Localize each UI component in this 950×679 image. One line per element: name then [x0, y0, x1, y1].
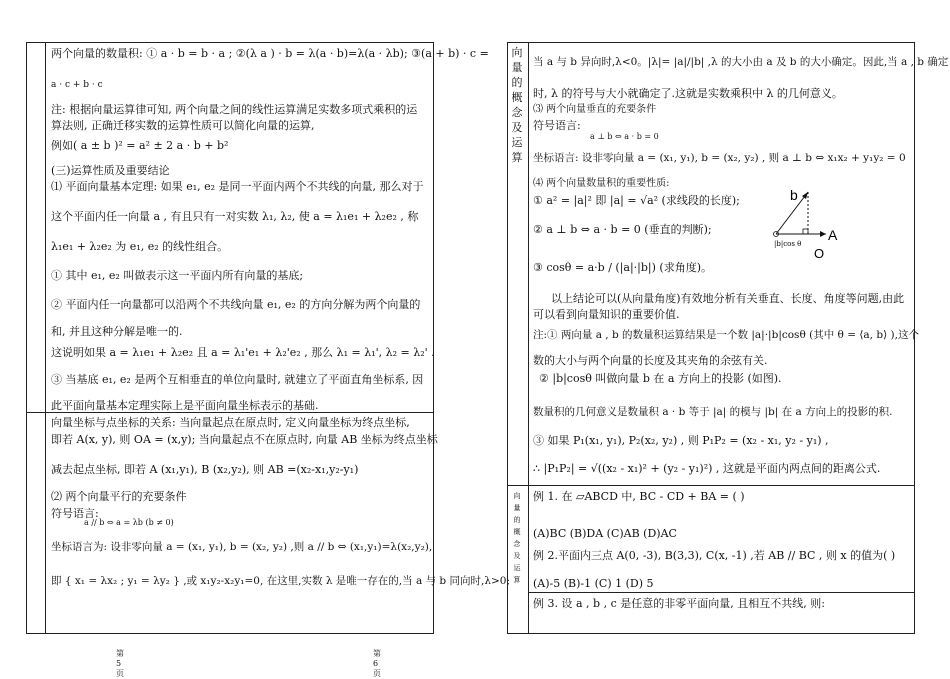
- side-char: 概: [511, 91, 523, 104]
- example-side-char: 算: [513, 576, 521, 584]
- left-line-21: a // b ⇔ a = λb (b ≠ 0): [84, 518, 174, 527]
- example-side-char: 向: [513, 492, 521, 500]
- right-line-11: 以上结论可以(从向量角度)有效地分析有关垂直、长度、角度等问题,由此: [551, 292, 905, 305]
- right-line-3: ⑶ 两个向量垂直的充要条件: [533, 104, 657, 115]
- left-line-15: 此平面向量基本定理实际上是平面向量坐标表示的基础.: [51, 399, 319, 412]
- right-line-12: 可以看到向量知识的重要价值.: [533, 308, 680, 321]
- side-char: 量: [511, 61, 523, 74]
- example-divider: [528, 592, 915, 593]
- left-line-20: 符号语言:: [51, 507, 99, 520]
- example-1: 例 1. 在 ▱ABCD 中, BC - CD + BA = ( ): [533, 490, 745, 503]
- left-line-4: 算法则, 正确迁移实数的运算性质可以简化向量的运算,: [51, 119, 315, 132]
- left-page-number: 第5页: [116, 649, 124, 678]
- example-side-char: 量: [513, 504, 521, 512]
- left-line-19: ⑵ 两个向量平行的充要条件: [51, 490, 187, 503]
- left-line-5: 例如( a ± b )² = a² ± 2 a · b + b²: [51, 139, 229, 152]
- side-char: 算: [511, 151, 523, 164]
- left-line-11: ② 平面内任一向量都可以沿两个不共线向量 e₁, e₂ 的方向分解为两个向量的: [51, 298, 421, 311]
- right-page-divider: [528, 42, 529, 634]
- right-line-9: ② a ⊥ b ⇔ a · b = 0 (垂直的判断);: [533, 223, 712, 236]
- vector-a-arrowhead: [820, 231, 826, 237]
- label-projection: |b|cos θ: [774, 240, 802, 248]
- left-line-9: λ₁e₁ + λ₂e₂ 为 e₁, e₂ 的线性组合。: [51, 240, 229, 253]
- example-side-char: 念: [513, 540, 521, 548]
- left-line-22: 坐标语言为: 设非零向量 a = (x₁, y₁), b = (x₂, y₂) ,则 a // b ⇔ (x₁,y₁)=λ(x₂,y₂),: [51, 541, 433, 553]
- right-line-8: ① a² = |a|² 即 |a| = √a² (求线段的长度);: [533, 194, 740, 207]
- right-page-number: 第6页: [373, 649, 381, 678]
- right-angle-marker: [803, 229, 808, 234]
- right-line-13: 注:① 两向量 a , b 的数量积运算结果是一个数 |a|·|b|cosθ (其中 θ = ⟨a, b⟩ ),这个: [533, 329, 919, 341]
- example-1-options: (A)BC (B)DA (C)AB (D)AC: [533, 527, 677, 540]
- left-line-1: 两个向量的数量积: ① a · b = b · a ; ②(λ a ) · b = λ(a · b)=λ(a · λb); ③(a + b) · c =: [51, 47, 489, 60]
- left-line-6: (三)运算性质及重要结论: [51, 164, 170, 177]
- example-side-char: 运: [513, 564, 521, 572]
- side-char: 念: [511, 106, 523, 119]
- side-char: 及: [511, 121, 523, 134]
- label-o: O: [814, 246, 825, 260]
- example-2-options: (A)-5 (B)-1 (C) 1 (D) 5: [533, 577, 654, 590]
- right-line-10: ③ cosθ = a·b / (|a|·|b|) (求角度)。: [533, 261, 712, 274]
- side-char: 的: [511, 76, 523, 89]
- left-line-16: 向量坐标与点坐标的关系: 当向量起点在原点时, 定义向量坐标为终点坐标,: [51, 416, 410, 429]
- right-line-4: 符号语言:: [533, 119, 581, 132]
- right-line-16: 数量积的几何意义是数量积 a · b 等于 |a| 的模与 |b| 在 a 方向上的投影的积.: [533, 406, 893, 418]
- left-line-18: 减去起点坐标, 即若 A (x₁,y₁), B (x₂,y₂), 则 AB =(x₂-x₁,y₂-y₁): [51, 463, 359, 476]
- example-side-char: 概: [513, 528, 521, 536]
- example-2: 例 2.平面内三点 A(0, -3), B(3,3), C(x, -1) ,若 AB // BC , 则 x 的值为( ): [533, 549, 896, 562]
- right-line-17: ③ 如果 P₁(x₁, y₁), P₂(x₂, y₂) , 则 P₁P₂ = (x₂ - x₁, y₂ - y₁) ,: [533, 434, 829, 447]
- left-line-12: 和, 并且这种分解是唯一的.: [51, 325, 183, 338]
- side-char: 向: [511, 46, 523, 59]
- right-line-2: 时, λ 的符号与大小就确定了.这就是实数乘积中 λ 的几何意义。: [533, 87, 843, 100]
- right-line-5: a ⊥ b ⇔ a · b = 0: [590, 132, 659, 141]
- left-line-17: 即若 A(x, y), 则 OA = (x,y); 当向量起点不在原点时, 向量 AB 坐标为终点坐标: [51, 433, 438, 446]
- right-line-6: 坐标语言: 设非零向量 a = (x₁, y₁), b = (x₂, y₂) , 则 a ⊥ b ⇔ x₁x₂ + y₁y₂ = 0: [533, 152, 906, 164]
- left-line-10: ① 其中 e₁, e₂ 叫做表示这一平面内所有向量的基底;: [51, 269, 304, 282]
- right-line-1: 当 a 与 b 异向时,λ<0。|λ|= |a|/|b| ,λ 的大小由 a 及 b 的大小确定。因此,当 a , b 确定: [533, 56, 949, 68]
- example-3: 例 3. 设 a , b , c 是任意的非零平面向量, 且相互不共线, 则:: [533, 597, 825, 610]
- example-side-char: 的: [513, 516, 521, 524]
- left-line-14: ③ 当基底 e₁, e₂ 是两个互相垂直的单位向量时, 就建立了平面直角坐标系, 因: [51, 373, 424, 386]
- label-a: A: [828, 227, 838, 243]
- right-side-label: [510, 45, 524, 165]
- right-line-7: ⑷ 两个向量数量积的重要性质:: [533, 178, 670, 189]
- left-line-3: 注: 根据向量运算律可知, 两个向量之间的线性运算满足实数多项式乘积的运: [51, 103, 418, 116]
- left-line-23: 即 { x₁ = λx₂ ; y₁ = λy₂ } ,或 x₁y₂-x₂y₁=0, 在这里,实数 λ 是唯一存在的,当 a 与 b 同向时,λ>0;: [51, 575, 510, 587]
- left-line-7: ⑴ 平面向量基本定理: 如果 e₁, e₂ 是同一平面内两个不共线的向量, 那么对于: [51, 180, 424, 193]
- example-side-char: 及: [513, 552, 521, 560]
- right-line-18: ∴ |P₁P₂| = √((x₂ - x₁)² + (y₂ - y₁)²) , 这就是平面内两点间的距离公式.: [533, 462, 881, 475]
- right-line-15: ② |b|cosθ 叫做向量 b 在 a 方向上的投影 (如图).: [539, 372, 782, 385]
- left-line-13: 这说明如果 a = λ₁e₁ + λ₂e₂ 且 a = λ₁'e₁ + λ₂'e₂ , 那么 λ₁ = λ₁', λ₂ = λ₂' .: [51, 346, 435, 359]
- projection-figure: [770, 184, 842, 260]
- example-side-label: [510, 490, 524, 586]
- right-line-14: 数的大小与两个向量的长度及其夹角的余弦有关.: [533, 354, 768, 367]
- label-b: b: [790, 187, 798, 203]
- right-page-row-divider: [507, 485, 915, 486]
- side-char: 运: [511, 136, 523, 149]
- left-page-divider: [45, 42, 46, 634]
- left-line-8: 这个平面内任一向量 a , 有且只有一对实数 λ₁, λ₂, 使 a = λ₁e₁ + λ₂e₂ , 称: [51, 210, 419, 223]
- left-line-2: a · c + b · c: [51, 80, 103, 90]
